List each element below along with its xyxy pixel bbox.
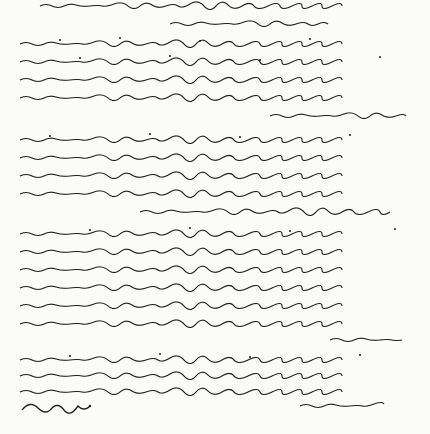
paragraph-2 bbox=[20, 136, 390, 216]
paragraph-1 bbox=[20, 2, 406, 119]
paragraph-3 bbox=[20, 230, 402, 342]
diacritic-dots bbox=[49, 37, 396, 358]
signature-icon bbox=[18, 396, 98, 418]
handwritten-signature bbox=[18, 396, 98, 418]
